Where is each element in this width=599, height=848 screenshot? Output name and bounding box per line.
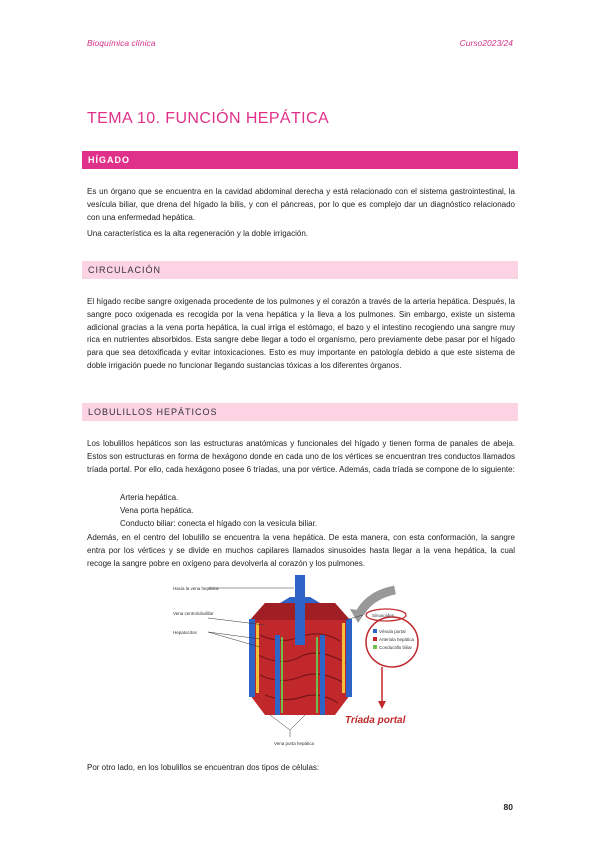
liver-lobule-figure — [170, 575, 420, 750]
list-item: Vena porta hepática. — [120, 505, 194, 515]
section-heading-circulacion: CIRCULACIÓN — [82, 261, 518, 279]
label-venula-portal: Vénula portal — [379, 629, 406, 634]
paragraph-lobulillos-3: Por otro lado, en los lobulillos se encuentran dos tipos de células: — [87, 763, 320, 772]
label-conducto: Conductillo biliar — [379, 645, 413, 650]
list-item: Arteria hepática. — [120, 493, 179, 502]
paragraph-circulacion: El hígado recibe sangre oxigenada procedente de los pulmones y el corazón a través de la arteria hepática. Después, la sangre poco oxigenada es recogida por la vena hepática y la lleva a los pulmones. Sin embargo, existe un sistema adicional gracias a la vena porta hepática, la cual irriga el estómago, el bazo y el intestino recogiendo una sangre muy rica en nutrientes absorbidos. Esta sangre debe llegar a todo el organismo, pero previamente debe pasar por el hígado para que sea detoxificada y evitar intoxicaciones. Esto es muy importante en patología debido a que este sistema de doble irrigación puede no funcionar llegando sustancias tóxicas a los diferentes órganos. — [87, 297, 515, 370]
header-course-year: Curso2023/24 — [459, 38, 513, 48]
paragraph-lobulillos-2: Además, en el centro del lobulillo se encuentra la vena hepática. De esta manera, con esta conformación, la sangre entra por los vértices y se divide en muchos capilares llamados sinusoides hasta llegar a la vena hepática, la cual recoge la sangre pobre en oxígeno para devolverla al corazón y los pulmones. — [87, 533, 515, 568]
label-vena-porta: Vena porta hepática — [274, 741, 315, 746]
paragraph-higado-2: Una característica es la alta regeneración y la doble irrigación. — [87, 229, 309, 238]
label-arteriola: Arteriola hepática — [379, 637, 415, 642]
label-hepatocitos: Hepatocitos — [173, 630, 197, 635]
section-heading-lobulillos: LOBULILLOS HEPÁTICOS — [82, 403, 518, 421]
label-hacia-vena: Hacia la vena hepática — [173, 586, 219, 591]
central-vein — [295, 575, 305, 645]
list-item: Conducto biliar: conecta el hígado con la vesícula biliar. — [120, 518, 318, 528]
header-course-name: Bioquímica clínica — [87, 38, 156, 48]
page-number: 80 — [503, 802, 513, 812]
section-heading-higado: HÍGADO — [82, 151, 518, 169]
page-title: TEMA 10. FUNCIÓN HEPÁTICA — [87, 110, 330, 127]
label-triada-portal: Tríada portal — [345, 715, 406, 726]
label-vena-centro: Vena centrolobulillar — [173, 611, 214, 616]
triad-list — [120, 492, 317, 530]
paragraph-higado-1: Es un órgano que se encuentra en la cavidad abdominal derecha y está relacionado con el sistema gastrointestinal, la vesícula biliar, que drena del hígado la bilis, y con el páncreas, por lo que es complejo dar un diagnóstico relacionado con una enfermedad hepática. — [87, 187, 515, 222]
label-sinusoides: Sinusoides — [372, 613, 395, 618]
paragraph-lobulillos-1: Los lobulillos hepáticos son las estructuras anatómicas y funcionales del hígado y tienen forma de panales de abeja. Estos son estructuras en forma de hexágono donde en cada uno de los vértices se encuentran tres conductos llamados tríada portal. Por ello, cada hexágono posee 6 tríadas, una por vértice. Además, cada tríada se compone de lo siguiente: — [87, 439, 515, 474]
